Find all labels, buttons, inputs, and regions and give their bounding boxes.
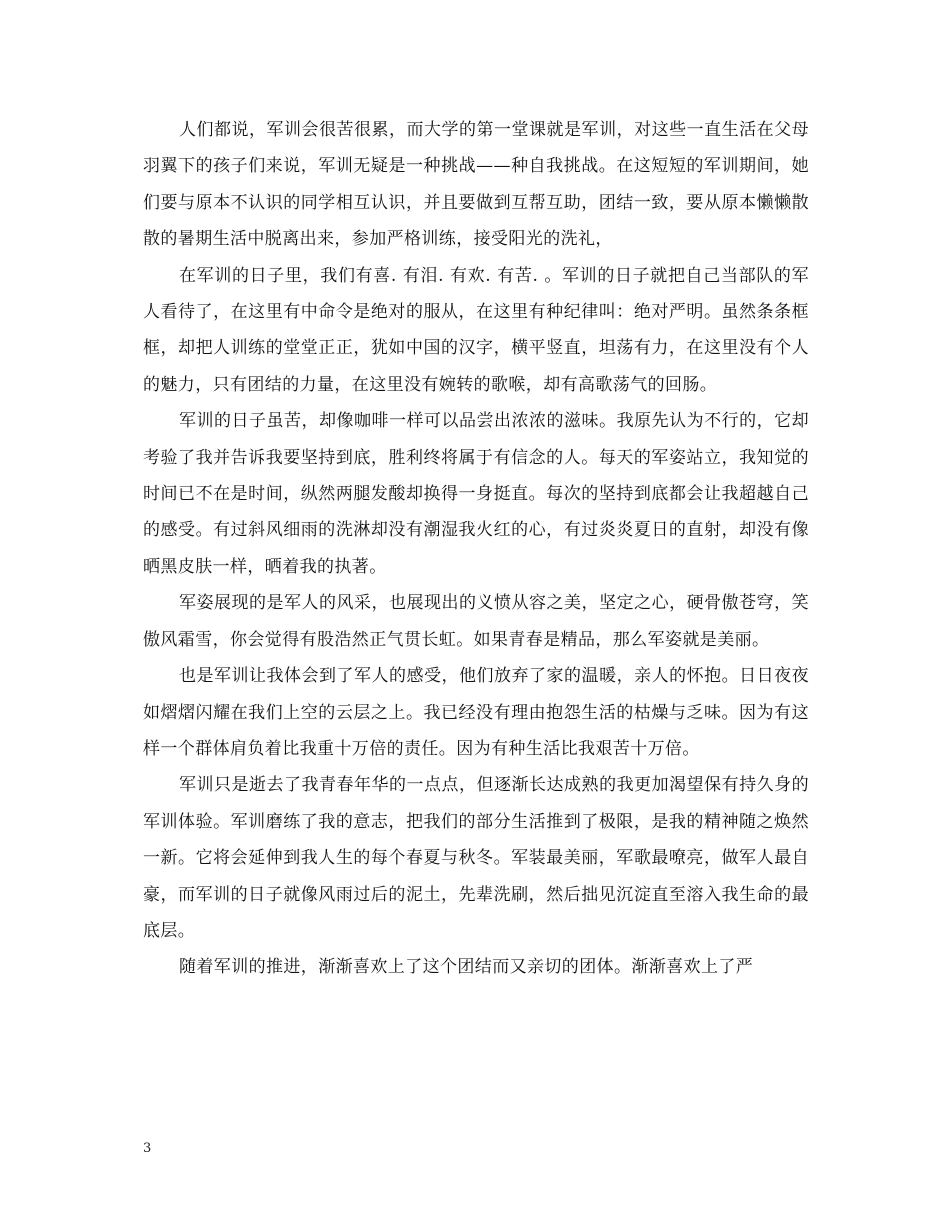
page-number: 3	[143, 1141, 152, 1156]
paragraph: 在军训的日子里，我们有喜. 有泪. 有欢. 有苦. 。军训的日子就把自己当部队的军人看待了，在这里有中命令是绝对的服从，在这里有种纪律叫：绝对严明。虽然条条框框，却把人训练的堂堂正正，犹如中国的汉字，横平竖直，坦荡有力，在这里没有个人的魅力，只有团结的力量，在这里没有婉转的歌喉，却有高歌荡气的回肠。	[143, 265, 809, 395]
paragraph: 也是军训让我体会到了军人的感受，他们放弃了家的温暖，亲人的怀抱。日日夜夜如熠熠闪耀在我们上空的云层之上。我已经没有理由抱怨生活的枯燥与乏味。因为有这样一个群体肩负着比我重十万倍的责任。因为有种生活比我艰苦十万倍。	[143, 666, 809, 759]
paragraph: 军训只是逝去了我青春年华的一点点，但逐渐长达成熟的我更加渴望保有持久身的军训体验。军训磨练了我的意志，把我们的部分生活推到了极限，是我的精神随之焕然一新。它将会延伸到我人生的每个春夏与秋冬。军装最美丽，军歌最嘹亮，做军人最自豪，而军训的日子就像风雨过后的泥土，先辈洗刷，然后拙见沉淀直至溶入我生命的最底层。	[143, 775, 809, 941]
paragraph: 军训的日子虽苦，却像咖啡一样可以品尝出浓浓的滋味。我原先认为不行的，它却考验了我并告诉我要坚持到底，胜利终将属于有信念的人。每天的军姿站立，我知觉的时间已不在是时间，纵然两腿发酸却换得一身挺直。每次的坚持到底都会让我超越自己的感受。有过斜风细雨的洗淋却没有潮湿我火红的心，有过炎炎夏日的直射，却没有像晒黑皮肤一样，晒着我的执著。	[143, 411, 809, 577]
paragraph: 人们都说，军训会很苦很累，而大学的第一堂课就是军训，对这些一直生活在父母羽翼下的孩子们来说，军训无疑是一种挑战——种自我挑战。在这短短的军训期间，她们要与原本不认识的同学相互认识，并且要做到互帮互助，团结一致，要从原本懒懒散散的暑期生活中脱离出来，参加严格训练，接受阳光的洗礼，	[143, 120, 809, 250]
paragraph: 随着军训的推进，渐渐喜欢上了这个团结而又亲切的团体。渐渐喜欢上了严	[179, 957, 754, 978]
body-text	[143, 112, 809, 986]
paragraph: 军姿展现的是军人的风采，也展现出的义愤从容之美，坚定之心，硬骨傲苍穹，笑傲风霜雪，你会觉得有股浩然正气贯长虹。如果青春是精品，那么军姿就是美丽。	[143, 593, 809, 650]
